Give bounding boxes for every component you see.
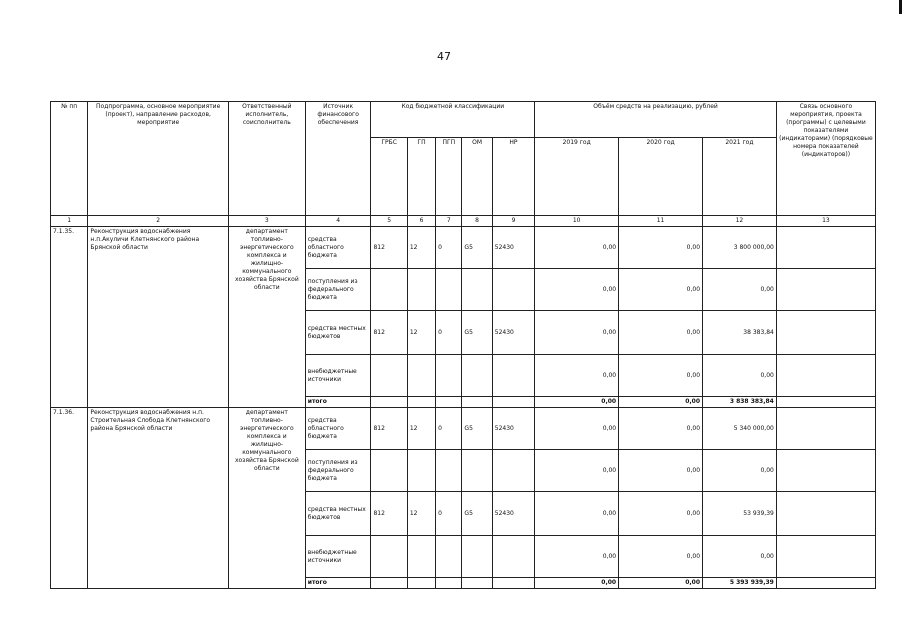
code-np xyxy=(492,269,534,311)
code-gp: 12 xyxy=(407,492,435,536)
total-2020: 0,00 xyxy=(619,397,703,408)
code-np: 52430 xyxy=(492,408,534,450)
code-pgp xyxy=(436,536,462,578)
indicator-link xyxy=(776,450,875,492)
col-number: 11 xyxy=(619,216,703,227)
amount-2020: 0,00 xyxy=(619,408,703,450)
col-number: 1 xyxy=(51,216,88,227)
col-number: 12 xyxy=(703,216,777,227)
code-pgp xyxy=(436,450,462,492)
header-num: № пп xyxy=(51,102,88,216)
code-np: 52430 xyxy=(492,227,534,269)
header-np: НР xyxy=(492,138,534,216)
code-om xyxy=(462,397,492,408)
code-np xyxy=(492,397,534,408)
amount-2021: 38 383,84 xyxy=(703,311,777,355)
indicator-link xyxy=(776,311,875,355)
col-number: 6 xyxy=(407,216,435,227)
col-number: 9 xyxy=(492,216,534,227)
header-bcc: Код бюджетной классификации xyxy=(371,102,535,138)
amount-2021: 3 800 000,00 xyxy=(703,227,777,269)
amount-2019: 0,00 xyxy=(535,492,619,536)
amount-2020: 0,00 xyxy=(619,355,703,397)
indicator-link xyxy=(776,355,875,397)
col-number: 8 xyxy=(462,216,492,227)
code-np xyxy=(492,578,534,589)
code-grbs: 812 xyxy=(371,492,407,536)
code-om: G5 xyxy=(462,227,492,269)
amount-2019: 0,00 xyxy=(535,227,619,269)
code-gp xyxy=(407,450,435,492)
code-om xyxy=(462,269,492,311)
code-grbs xyxy=(371,355,407,397)
funding-source: средства местных бюджетов xyxy=(305,311,371,355)
code-om: G5 xyxy=(462,492,492,536)
code-gp: 12 xyxy=(407,311,435,355)
amount-2019: 0,00 xyxy=(535,408,619,450)
col-number: 5 xyxy=(371,216,407,227)
header-volume: Объём средств на реализацию, рублей xyxy=(535,102,777,138)
indicator-link xyxy=(776,492,875,536)
col-number: 2 xyxy=(88,216,229,227)
amount-2020: 0,00 xyxy=(619,536,703,578)
column-number-row xyxy=(51,216,876,227)
code-grbs xyxy=(371,450,407,492)
total-2020: 0,00 xyxy=(619,578,703,589)
code-gp xyxy=(407,355,435,397)
code-om: G5 xyxy=(462,311,492,355)
funding-source: средства местных бюджетов xyxy=(305,492,371,536)
amount-2019: 0,00 xyxy=(535,311,619,355)
amount-2021: 0,00 xyxy=(703,269,777,311)
col-number: 4 xyxy=(305,216,371,227)
amount-2019: 0,00 xyxy=(535,355,619,397)
budget-row xyxy=(51,408,876,450)
code-pgp xyxy=(436,355,462,397)
code-np xyxy=(492,536,534,578)
item-number: 7.1.35. xyxy=(51,227,88,408)
item-executor: департамент топливно-энергетического комплекса и жилищно-коммунального хозяйства Брянской области xyxy=(228,408,305,589)
item-executor: департамент топливно-энергетического комплекса и жилищно-коммунального хозяйства Брянской области xyxy=(228,227,305,408)
amount-2020: 0,00 xyxy=(619,311,703,355)
code-gp xyxy=(407,397,435,408)
indicator-link xyxy=(776,269,875,311)
code-pgp: 0 xyxy=(436,227,462,269)
item-name: Реконструкция водоснабжения н.п.Акуличи Клетнянского района Брянской области xyxy=(88,227,229,408)
code-np: 52430 xyxy=(492,311,534,355)
code-om xyxy=(462,578,492,589)
header-om: ОМ xyxy=(462,138,492,216)
col-number: 3 xyxy=(228,216,305,227)
funding-source: средства областного бюджета xyxy=(305,408,371,450)
amount-2019: 0,00 xyxy=(535,450,619,492)
budget-row xyxy=(51,227,876,269)
header-2020: 2020 год xyxy=(619,138,703,216)
total-2021: 3 838 383,84 xyxy=(703,397,777,408)
amount-2020: 0,00 xyxy=(619,269,703,311)
code-gp: 12 xyxy=(407,227,435,269)
code-grbs xyxy=(371,578,407,589)
code-grbs: 812 xyxy=(371,311,407,355)
indicator-link xyxy=(776,408,875,450)
code-om xyxy=(462,355,492,397)
header-2019: 2019 год xyxy=(535,138,619,216)
code-grbs xyxy=(371,536,407,578)
code-pgp: 0 xyxy=(436,492,462,536)
code-gp xyxy=(407,269,435,311)
col-number: 13 xyxy=(776,216,875,227)
amount-2020: 0,00 xyxy=(619,450,703,492)
code-gp xyxy=(407,578,435,589)
code-np xyxy=(492,450,534,492)
code-om: G5 xyxy=(462,408,492,450)
item-name: Реконструкция водоснабжения н.п. Строительная Слобода Клетнянского района Брянской области xyxy=(88,408,229,589)
total-label: итого xyxy=(305,397,371,408)
code-om xyxy=(462,536,492,578)
indicator-link xyxy=(776,578,875,589)
header-pgp: ПГП xyxy=(436,138,462,216)
indicator-link xyxy=(776,536,875,578)
header-2021: 2021 год xyxy=(703,138,777,216)
code-gp xyxy=(407,536,435,578)
code-np: 52430 xyxy=(492,492,534,536)
amount-2020: 0,00 xyxy=(619,227,703,269)
col-number: 10 xyxy=(535,216,619,227)
total-2019: 0,00 xyxy=(535,397,619,408)
header-row-top xyxy=(51,102,876,138)
code-pgp xyxy=(436,397,462,408)
code-gp: 12 xyxy=(407,408,435,450)
header-executor: Ответственный исполнитель, соисполнитель xyxy=(228,102,305,216)
funding-source: внебюджетные источники xyxy=(305,536,371,578)
amount-2021: 0,00 xyxy=(703,355,777,397)
header-link: Связь основного мероприятия, проекта (программы) с целевыми показателями (индикаторами) (порядковые номера показателей (индикаторов)) xyxy=(776,102,875,216)
code-pgp xyxy=(436,269,462,311)
item-number: 7.1.36. xyxy=(51,408,88,589)
amount-2021: 5 340 000,00 xyxy=(703,408,777,450)
page-number: 47 xyxy=(437,50,451,63)
total-label: итого xyxy=(305,578,371,589)
header-program: Подпрограмма, основное мероприятие (проект), направление расходов, мероприятие xyxy=(88,102,229,216)
amount-2021: 0,00 xyxy=(703,450,777,492)
col-number: 7 xyxy=(436,216,462,227)
total-2019: 0,00 xyxy=(535,578,619,589)
code-pgp: 0 xyxy=(436,408,462,450)
indicator-link xyxy=(776,397,875,408)
amount-2020: 0,00 xyxy=(619,492,703,536)
code-np xyxy=(492,355,534,397)
code-om xyxy=(462,450,492,492)
amount-2019: 0,00 xyxy=(535,536,619,578)
code-grbs: 812 xyxy=(371,408,407,450)
funding-source: поступления из федерального бюджета xyxy=(305,269,371,311)
page-edge-mark xyxy=(899,0,902,14)
amount-2021: 53 939,39 xyxy=(703,492,777,536)
code-grbs xyxy=(371,397,407,408)
code-pgp: 0 xyxy=(436,311,462,355)
indicator-link xyxy=(776,227,875,269)
amount-2021: 0,00 xyxy=(703,536,777,578)
code-grbs: 812 xyxy=(371,227,407,269)
header-gp: ГП xyxy=(407,138,435,216)
funding-source: средства областного бюджета xyxy=(305,227,371,269)
budget-table xyxy=(50,101,876,589)
header-source: Источник финансового обеспечения xyxy=(305,102,371,216)
funding-source: внебюджетные источники xyxy=(305,355,371,397)
total-2021: 5 393 939,39 xyxy=(703,578,777,589)
funding-source: поступления из федерального бюджета xyxy=(305,450,371,492)
amount-2019: 0,00 xyxy=(535,269,619,311)
code-grbs xyxy=(371,269,407,311)
code-pgp xyxy=(436,578,462,589)
header-grbs: ГРБС xyxy=(371,138,407,216)
